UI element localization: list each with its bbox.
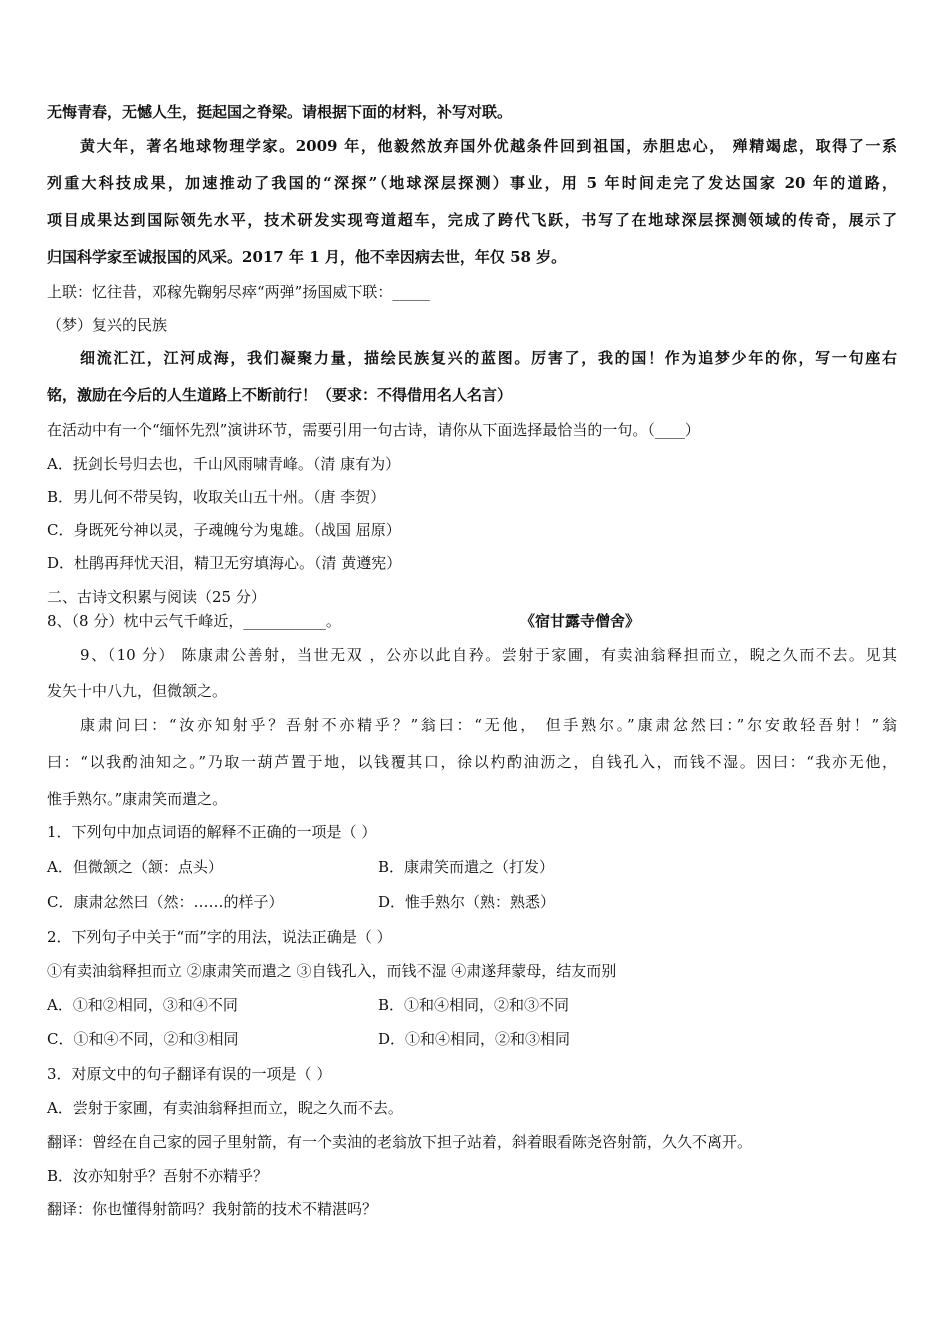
- poem-option-a: A．抚剑长号归去也，千山风雨啸青峰。（清 康有为）: [47, 455, 401, 473]
- sub-question-2: 2．下列句子中关于“而”字的用法，说法正确是（ ）: [47, 928, 392, 946]
- poem-option-c: C．身既死兮神以灵，子魂魄兮为鬼雄。（战国 屈原）: [47, 521, 401, 539]
- material-line-1: 黄大年，著名地球物理学家。2009 年，他毅然放弃国外优越条件回到祖国，赤胆忠心， 殚精竭虑，取得了一系: [80, 137, 897, 155]
- sub-question-1: 1．下列句中加点词语的解释不正确的一项是（ ）: [47, 823, 377, 841]
- passage-line-1: 9、（10 分） 陈康肃公善射，当世无双 ，公亦以此自矜。尝射于家圃，有卖油翁释担而立，睨之久而不去。见其: [80, 646, 897, 664]
- question-8-title: 《宿甘露寺僧舍》: [520, 612, 641, 630]
- sub3-option-a-translation: 翻译：曾经在自己家的园子里射箭，有一个卖油的老翁放下担子站着，斜着眼看陈尧咨射箭，久久不离开。: [47, 1133, 753, 1151]
- sub-question-3: 3．对原文中的句子翻译有误的一项是（ ）: [47, 1065, 332, 1083]
- couplet-intro: 无悔青春，无憾人生，挺起国之脊梁。请根据下面的材料，补写对联。: [47, 103, 513, 121]
- sub1-option-b: B．康肃笑而遣之（打发）: [378, 858, 555, 876]
- passage-line-5: 惟手熟尔。”康肃笑而遣之。: [47, 790, 228, 808]
- sub2-option-b: B．①和④相同，②和③不同: [378, 996, 570, 1014]
- material-line-2: 列重大科技成果，加速推动了我国的“深探”（地球深层探测）事业，用 5 年时间走完了发达国家 20 年的道路，: [47, 174, 897, 192]
- question-8-text: 8、（8 分）枕中云气千峰近，___________。: [47, 612, 341, 630]
- sub2-option-c: C．①和④不同，②和③相同: [47, 1030, 239, 1048]
- sub2-option-a: A．①和②相同，③和④不同: [47, 996, 238, 1014]
- sub1-option-a: A．但微颔之（颔：点头）: [47, 858, 223, 876]
- poem-option-d: D．杜鹃再拜忧天泪，精卫无穷填海心。（清 黄遵宪）: [47, 554, 402, 572]
- sub3-option-b: B．汝亦知射乎？吾射不亦精乎？: [47, 1167, 269, 1185]
- couplet-line: 上联：忆往昔，邓稼先鞠躬尽瘁“两弹”扬国威下联：_____: [47, 283, 430, 301]
- material-line-4: 归国科学家至诚报国的风采。2017 年 1 月，他不幸因病去世，年仅 58 岁。: [47, 248, 567, 266]
- sub2-items: ①有卖油翁释担而立 ②康肃笑而遣之 ③自钱孔入，而钱不湿 ④肃遂拜蒙母，结友而别: [47, 962, 617, 980]
- sub1-option-d: D．惟手熟尔（熟：熟悉）: [378, 893, 556, 911]
- sub1-option-c: C．康肃忿然曰（然：……的样子）: [47, 893, 284, 911]
- sub3-option-a: A．尝射于家圃，有卖油翁释担而立，睨之久而不去。: [47, 1099, 403, 1117]
- dream-heading: （梦）复兴的民族: [47, 316, 168, 334]
- passage-line-2: 发矢十中八九，但微颔之。: [47, 682, 228, 700]
- passage-line-4: 曰：“以我酌油知之。”乃取一葫芦置于地，以钱覆其口，徐以杓酌油沥之，自钱孔入，而钱不湿。因曰：“我亦无他，: [47, 753, 897, 771]
- sub3-option-b-translation: 翻译：你也懂得射箭吗？我射箭的技术不精湛吗？: [47, 1200, 378, 1218]
- dream-line-1: 细流汇江，江河成海，我们凝聚力量，描绘民族复兴的蓝图。厉害了，我的国！作为追梦少年的你，写一句座右: [80, 349, 897, 367]
- section-heading: 二、古诗文积累与阅读（25 分）: [47, 588, 266, 606]
- material-line-3: 项目成果达到国际领先水平，技术研发实现弯道超车，完成了跨代飞跃，书写了在地球深层探测领域的传奇，展示了: [47, 211, 897, 229]
- poem-question: 在活动中有一个“缅怀先烈”演讲环节，需要引用一句古诗，请你从下面选择最恰当的一句。（____）: [47, 421, 700, 439]
- question-8: [47, 610, 341, 632]
- sub2-option-d: D．①和④相同，②和③相同: [378, 1030, 571, 1048]
- poem-option-b: B．男儿何不带吴钩，收取关山五十州。（唐 李贺）: [47, 488, 386, 506]
- passage-line-3: 康肃问曰：“汝亦知射乎？吾射不亦精乎？”翁曰：“无他， 但手熟尔。”康肃忿然曰：”尔安敢轻吾射！”翁: [80, 716, 897, 734]
- dream-line-2: 铭，激励在今后的人生道路上不断前行！（要求：不得借用名人名言）: [47, 386, 513, 404]
